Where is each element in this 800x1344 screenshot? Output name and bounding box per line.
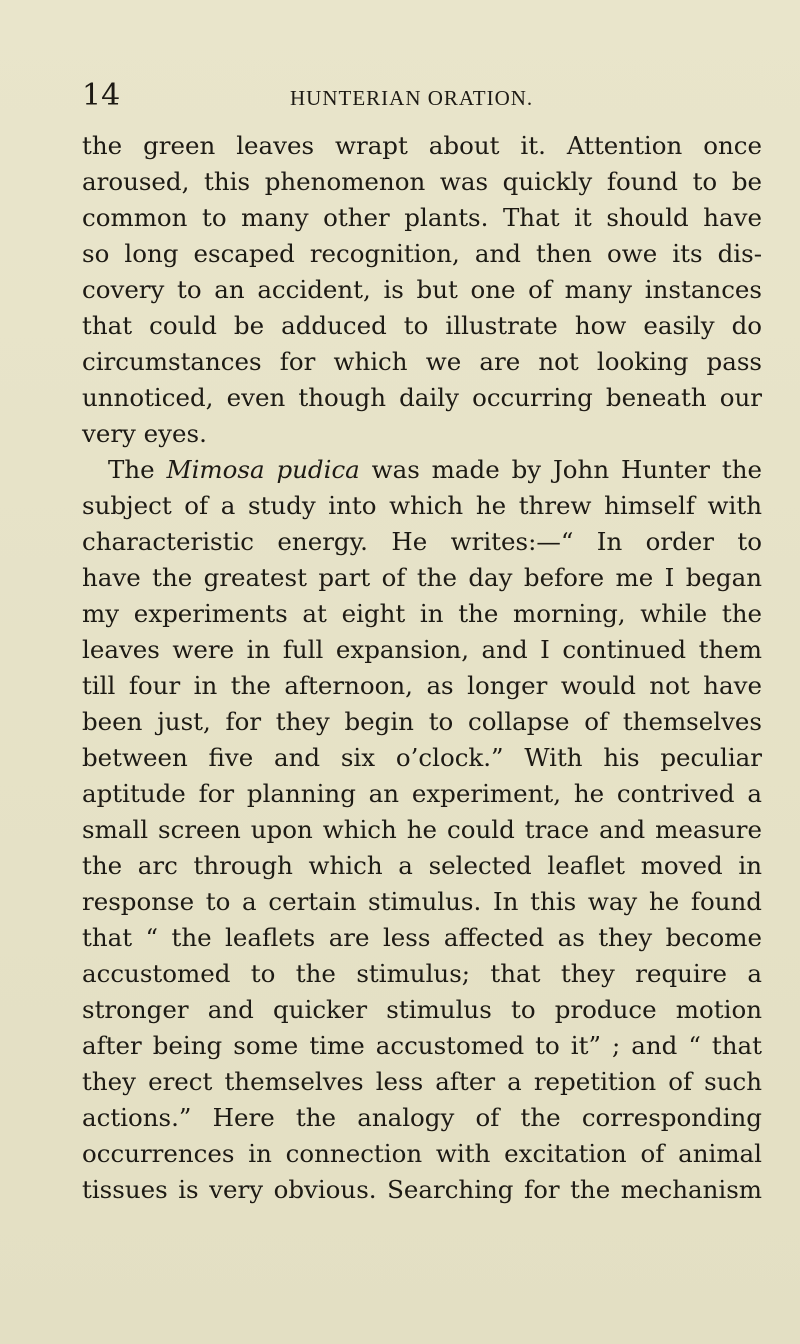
species-name: Mimosa pudica bbox=[166, 455, 360, 484]
text-line: occurrences in connection with excitation of animal bbox=[82, 1139, 762, 1168]
page-header bbox=[82, 76, 770, 116]
text-line: that could be adduced to illustrate how easily do bbox=[82, 311, 762, 340]
paragraph-first-line bbox=[82, 452, 762, 488]
running-head: HUNTERIAN ORATION. bbox=[290, 86, 534, 110]
text-line: that “ the leaflets are less affected as they become bbox=[82, 923, 762, 952]
text-span: The bbox=[108, 455, 167, 484]
text-line: aroused, this phenomenon was quickly found to be bbox=[82, 167, 762, 196]
text-line: covery to an accident, is but one of many instances bbox=[82, 275, 762, 304]
text-line: been just, for they begin to collapse of themselves bbox=[82, 707, 762, 736]
text-line: between five and six o’clock.” With his peculiar bbox=[82, 743, 762, 772]
text-line: small screen upon which he could trace and measure bbox=[82, 815, 762, 844]
text-line: tissues is very obvious. Searching for the mechanism bbox=[82, 1175, 762, 1204]
body-text bbox=[82, 128, 762, 1208]
text-line: have the greatest part of the day before me I began bbox=[82, 563, 762, 592]
text-line: after being some time accustomed to it” ; and “ that bbox=[82, 1031, 762, 1060]
text-line: actions.” Here the analogy of the corresponding bbox=[82, 1103, 762, 1132]
text-line: response to a certain stimulus. In this way he found bbox=[82, 887, 762, 916]
text-span: was made by John Hunter the bbox=[359, 455, 762, 484]
text-line: stronger and quicker stimulus to produce motion bbox=[82, 995, 762, 1024]
text-line: the green leaves wrapt about it. Attention once bbox=[82, 131, 762, 160]
text-line: my experiments at eight in the morning, while the bbox=[82, 599, 762, 628]
text-line: aptitude for planning an experiment, he contrived a bbox=[82, 779, 762, 808]
text-line: till four in the afternoon, as longer would not have bbox=[82, 671, 762, 700]
text-line: very eyes. bbox=[82, 419, 207, 448]
text-line: common to many other plants. That it should have bbox=[82, 203, 762, 232]
text-line: so long escaped recognition, and then owe its dis- bbox=[82, 239, 762, 268]
text-line: accustomed to the stimulus; that they require a bbox=[82, 959, 762, 988]
text-line: characteristic energy. He writes:—“ In order to bbox=[82, 527, 762, 556]
text-line: subject of a study into which he threw himself with bbox=[82, 491, 762, 520]
text-line: leaves were in full expansion, and I continued them bbox=[82, 635, 762, 664]
text-line: circumstances for which we are not looking pass bbox=[82, 347, 762, 376]
page-number: 14 bbox=[82, 78, 121, 113]
text-line: unnoticed, even though daily occurring beneath our bbox=[82, 383, 762, 412]
text-line: the arc through which a selected leaflet moved in bbox=[82, 851, 762, 880]
text-line: they erect themselves less after a repetition of such bbox=[82, 1067, 762, 1096]
